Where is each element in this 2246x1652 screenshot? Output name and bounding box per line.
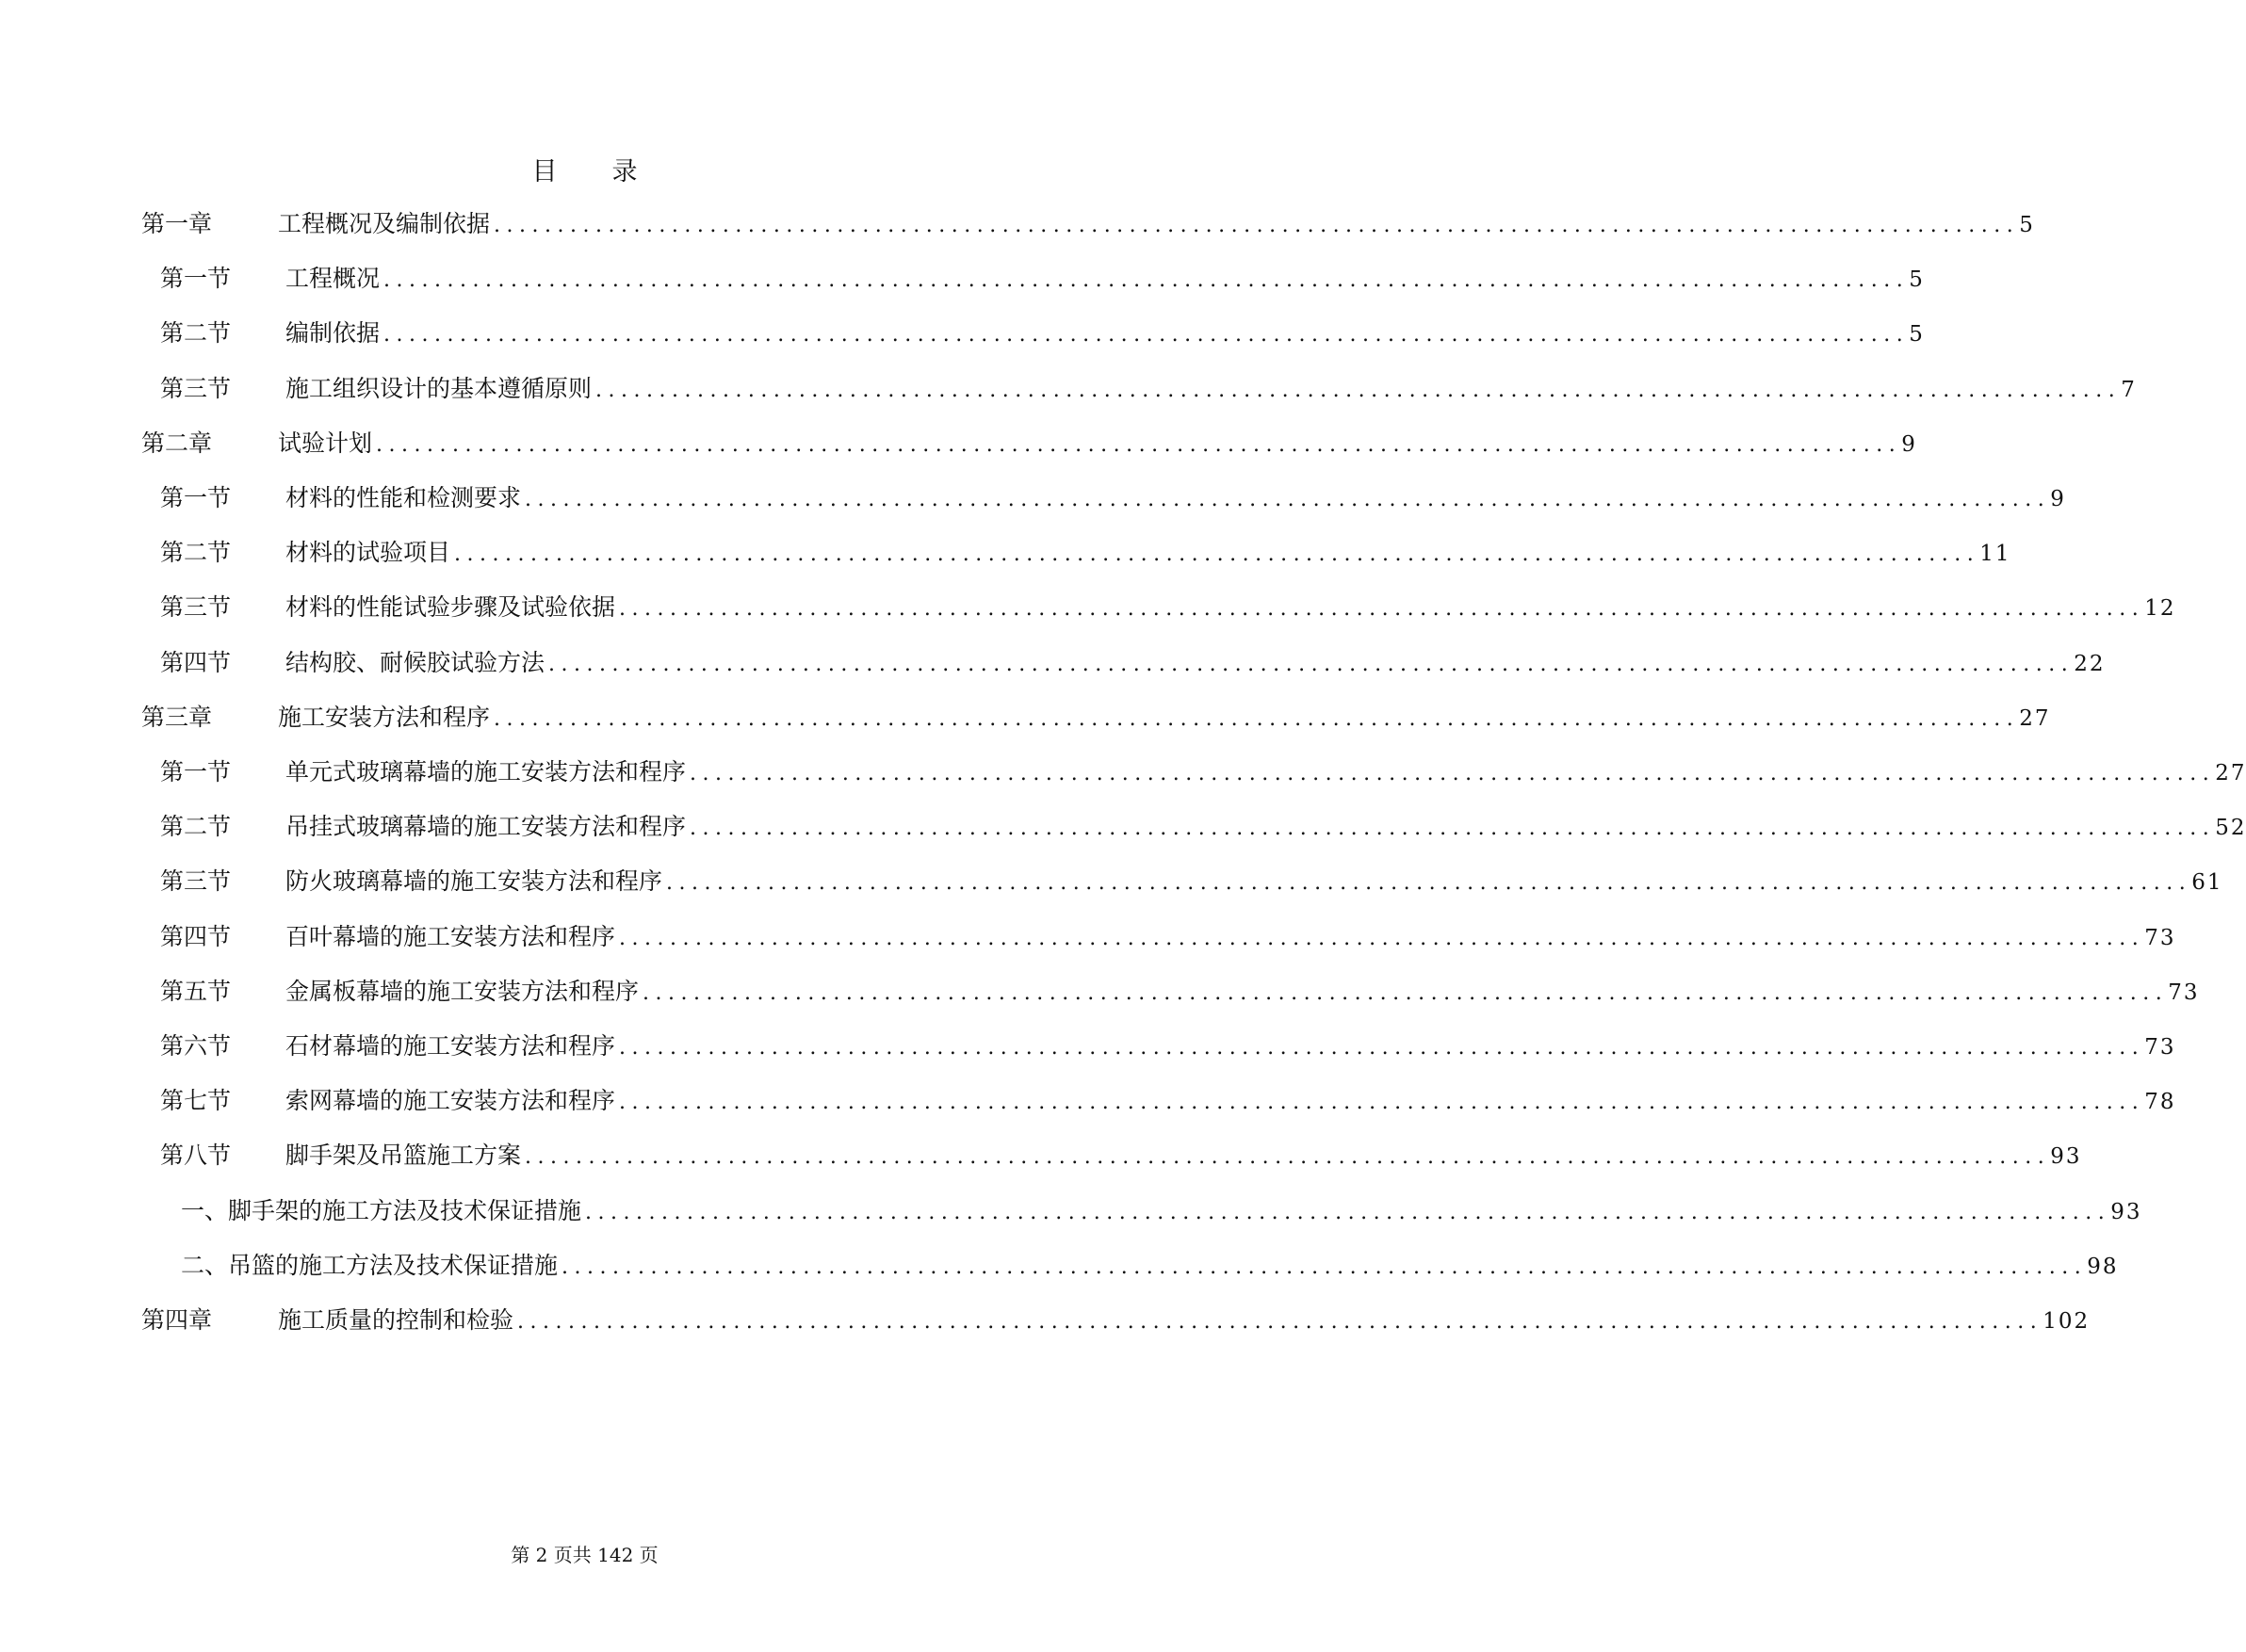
page-footer: 第 2 页共 142 页 (511, 1544, 659, 1566)
toc-entry-title: 脚手架及吊篮施工方案 (285, 1142, 522, 1170)
toc-leader-dots: ........................................................................................................................ (525, 1145, 2051, 1170)
toc-entry-page: 73 (2168, 980, 2200, 1005)
toc-entry[interactable] (160, 589, 2176, 626)
toc-entry[interactable] (141, 699, 2051, 737)
toc-entry-number: 第四章 (141, 1306, 213, 1334)
toc-entry-page: 9 (2050, 487, 2066, 511)
toc-entry-page: 12 (2144, 596, 2176, 622)
toc-leader-dots: ........................................................................................................................ (517, 1310, 2043, 1334)
title-char-left: 目 (531, 157, 558, 186)
toc-entry-title: 二、吊篮的施工方法及技术保证措施 (181, 1251, 559, 1279)
toc-entry-title: 工程概况及编制依据 (278, 210, 491, 237)
toc-entry-title: 试验计划 (278, 429, 373, 457)
toc-entry[interactable] (160, 644, 2106, 682)
toc-leader-dots: ........................................................................................................................ (643, 980, 2169, 1005)
toc-entry[interactable] (160, 260, 1925, 298)
toc-entry[interactable] (160, 479, 2066, 517)
toc-entry-number: 第四节 (160, 648, 232, 676)
toc-entry-title: 吊挂式玻璃幕墙的施工安装方法和程序 (285, 813, 687, 841)
toc-entry[interactable] (160, 863, 2223, 900)
toc-entry-number: 第三节 (160, 374, 232, 402)
toc-entry[interactable] (160, 1082, 2176, 1120)
toc-leader-dots: ........................................................................................................................ (595, 378, 2122, 402)
toc-entry-number: 第七节 (160, 1087, 232, 1115)
toc-entry-title: 一、脚手架的施工方法及技术保证措施 (181, 1196, 582, 1224)
toc-leader-dots: ........................................................................................................................ (619, 926, 2145, 950)
toc-leader-dots: ........................................................................................................................ (376, 432, 1902, 457)
toc-entry-title: 施工质量的控制和检验 (278, 1306, 514, 1334)
toc-leader-dots: ........................................................................................................................ (619, 597, 2145, 622)
toc-entry-title: 百叶幕墙的施工安装方法和程序 (285, 922, 616, 950)
toc-leader-dots: ........................................................................................................................ (585, 1200, 2111, 1224)
toc-entry-title: 金属板幕墙的施工安装方法和程序 (285, 977, 640, 1005)
toc-leader-dots: ........................................................................................................................ (383, 268, 1910, 293)
toc-entry-number: 第六节 (160, 1032, 232, 1060)
toc-entry-title: 单元式玻璃幕墙的施工安装方法和程序 (285, 758, 687, 786)
toc-entry-title: 防火玻璃幕墙的施工安装方法和程序 (285, 867, 663, 896)
toc-leader-dots: ........................................................................................................................ (454, 543, 1980, 567)
toc-leader-dots: ........................................................................................................................ (690, 762, 2216, 786)
toc-entry-number: 第一节 (160, 484, 232, 511)
toc-entry[interactable] (160, 808, 2246, 846)
toc-leader-dots: ........................................................................................................................ (619, 1036, 2145, 1060)
toc-leader-dots: ........................................................................................................................ (525, 488, 2051, 511)
toc-entry-number: 第二节 (160, 319, 232, 348)
toc-entry-title: 编制依据 (285, 319, 381, 348)
toc-entry-page: 102 (2043, 1309, 2091, 1334)
toc-entry-page: 9 (1901, 431, 1917, 457)
toc-entry-title: 材料的性能和检测要求 (285, 484, 522, 511)
toc-leader-dots: ........................................................................................................................ (666, 871, 2192, 896)
toc-entry[interactable] (160, 370, 2137, 408)
toc-entry-number: 第一章 (141, 210, 213, 237)
toc-entry-page: 27 (2215, 761, 2246, 786)
toc-entry-number: 第二章 (141, 429, 213, 457)
toc-entry-page: 78 (2144, 1090, 2176, 1115)
toc-entry-page: 73 (2144, 1035, 2176, 1060)
toc-entry-number: 第三节 (160, 867, 232, 896)
toc-entry[interactable] (160, 534, 2011, 572)
toc-entry-number: 第一节 (160, 758, 232, 786)
toc-entry[interactable] (141, 425, 1917, 462)
toc-entry[interactable] (160, 315, 1925, 352)
toc-entry-page: 22 (2074, 651, 2106, 676)
toc-entry[interactable] (181, 1192, 2142, 1230)
toc-entry-number: 第三章 (141, 703, 213, 731)
toc-entry[interactable] (181, 1247, 2119, 1285)
page-title (0, 151, 1169, 187)
toc-leader-dots: ........................................................................................................................ (494, 706, 2020, 731)
toc-entry-page: 11 (1979, 542, 2011, 567)
toc-entry-title: 施工组织设计的基本遵循原则 (285, 374, 593, 402)
toc-entry-page: 52 (2215, 816, 2246, 841)
toc-entry-number: 第四节 (160, 922, 232, 950)
toc-entry[interactable] (160, 1137, 2082, 1174)
toc-leader-dots: ........................................................................................................................ (619, 1091, 2145, 1115)
toc-entry-number: 第三节 (160, 593, 232, 622)
toc-entry-number: 第八节 (160, 1142, 232, 1170)
toc-entry-title: 材料的试验项目 (285, 539, 451, 567)
toc-entry-page: 5 (2019, 213, 2035, 237)
toc-entry-title: 石材幕墙的施工安装方法和程序 (285, 1032, 616, 1060)
toc-entry-number: 第二节 (160, 539, 232, 567)
toc-entry[interactable] (141, 205, 2035, 243)
toc-leader-dots: ........................................................................................................................ (494, 214, 2020, 237)
toc-entry-title: 结构胶、耐候胶试验方法 (285, 648, 545, 676)
toc-entry-page: 27 (2019, 705, 2051, 731)
toc-entry-page: 93 (2110, 1199, 2142, 1224)
toc-entry-page: 73 (2144, 925, 2176, 950)
toc-entry-page: 7 (2121, 377, 2137, 402)
toc-entry-page: 98 (2087, 1254, 2119, 1279)
toc-entry-title: 施工安装方法和程序 (278, 703, 491, 731)
toc-entry-page: 5 (1909, 322, 1925, 348)
toc-leader-dots: ........................................................................................................................ (562, 1255, 2088, 1279)
toc-entry[interactable] (160, 1028, 2176, 1065)
toc-entry[interactable] (160, 753, 2246, 791)
toc-entry[interactable] (141, 1302, 2091, 1339)
toc-entry-title: 材料的性能试验步骤及试验依据 (285, 593, 616, 622)
toc-leader-dots: ........................................................................................................................ (383, 323, 1910, 348)
toc-entry-page: 93 (2050, 1144, 2082, 1170)
title-char-right: 录 (611, 157, 638, 186)
toc-entry[interactable] (160, 973, 2200, 1011)
toc-leader-dots: ........................................................................................................................ (690, 817, 2216, 841)
toc-entry-page: 61 (2191, 870, 2223, 896)
toc-entry[interactable] (160, 918, 2176, 956)
toc-entry-number: 第一节 (160, 265, 232, 293)
toc-entry-title: 索网幕墙的施工安装方法和程序 (285, 1087, 616, 1115)
toc-entry-number: 第二节 (160, 813, 232, 841)
toc-entry-title: 工程概况 (285, 265, 381, 293)
toc-leader-dots: ........................................................................................................................ (548, 652, 2075, 676)
toc-entry-number: 第五节 (160, 977, 232, 1005)
toc-entry-page: 5 (1909, 267, 1925, 293)
